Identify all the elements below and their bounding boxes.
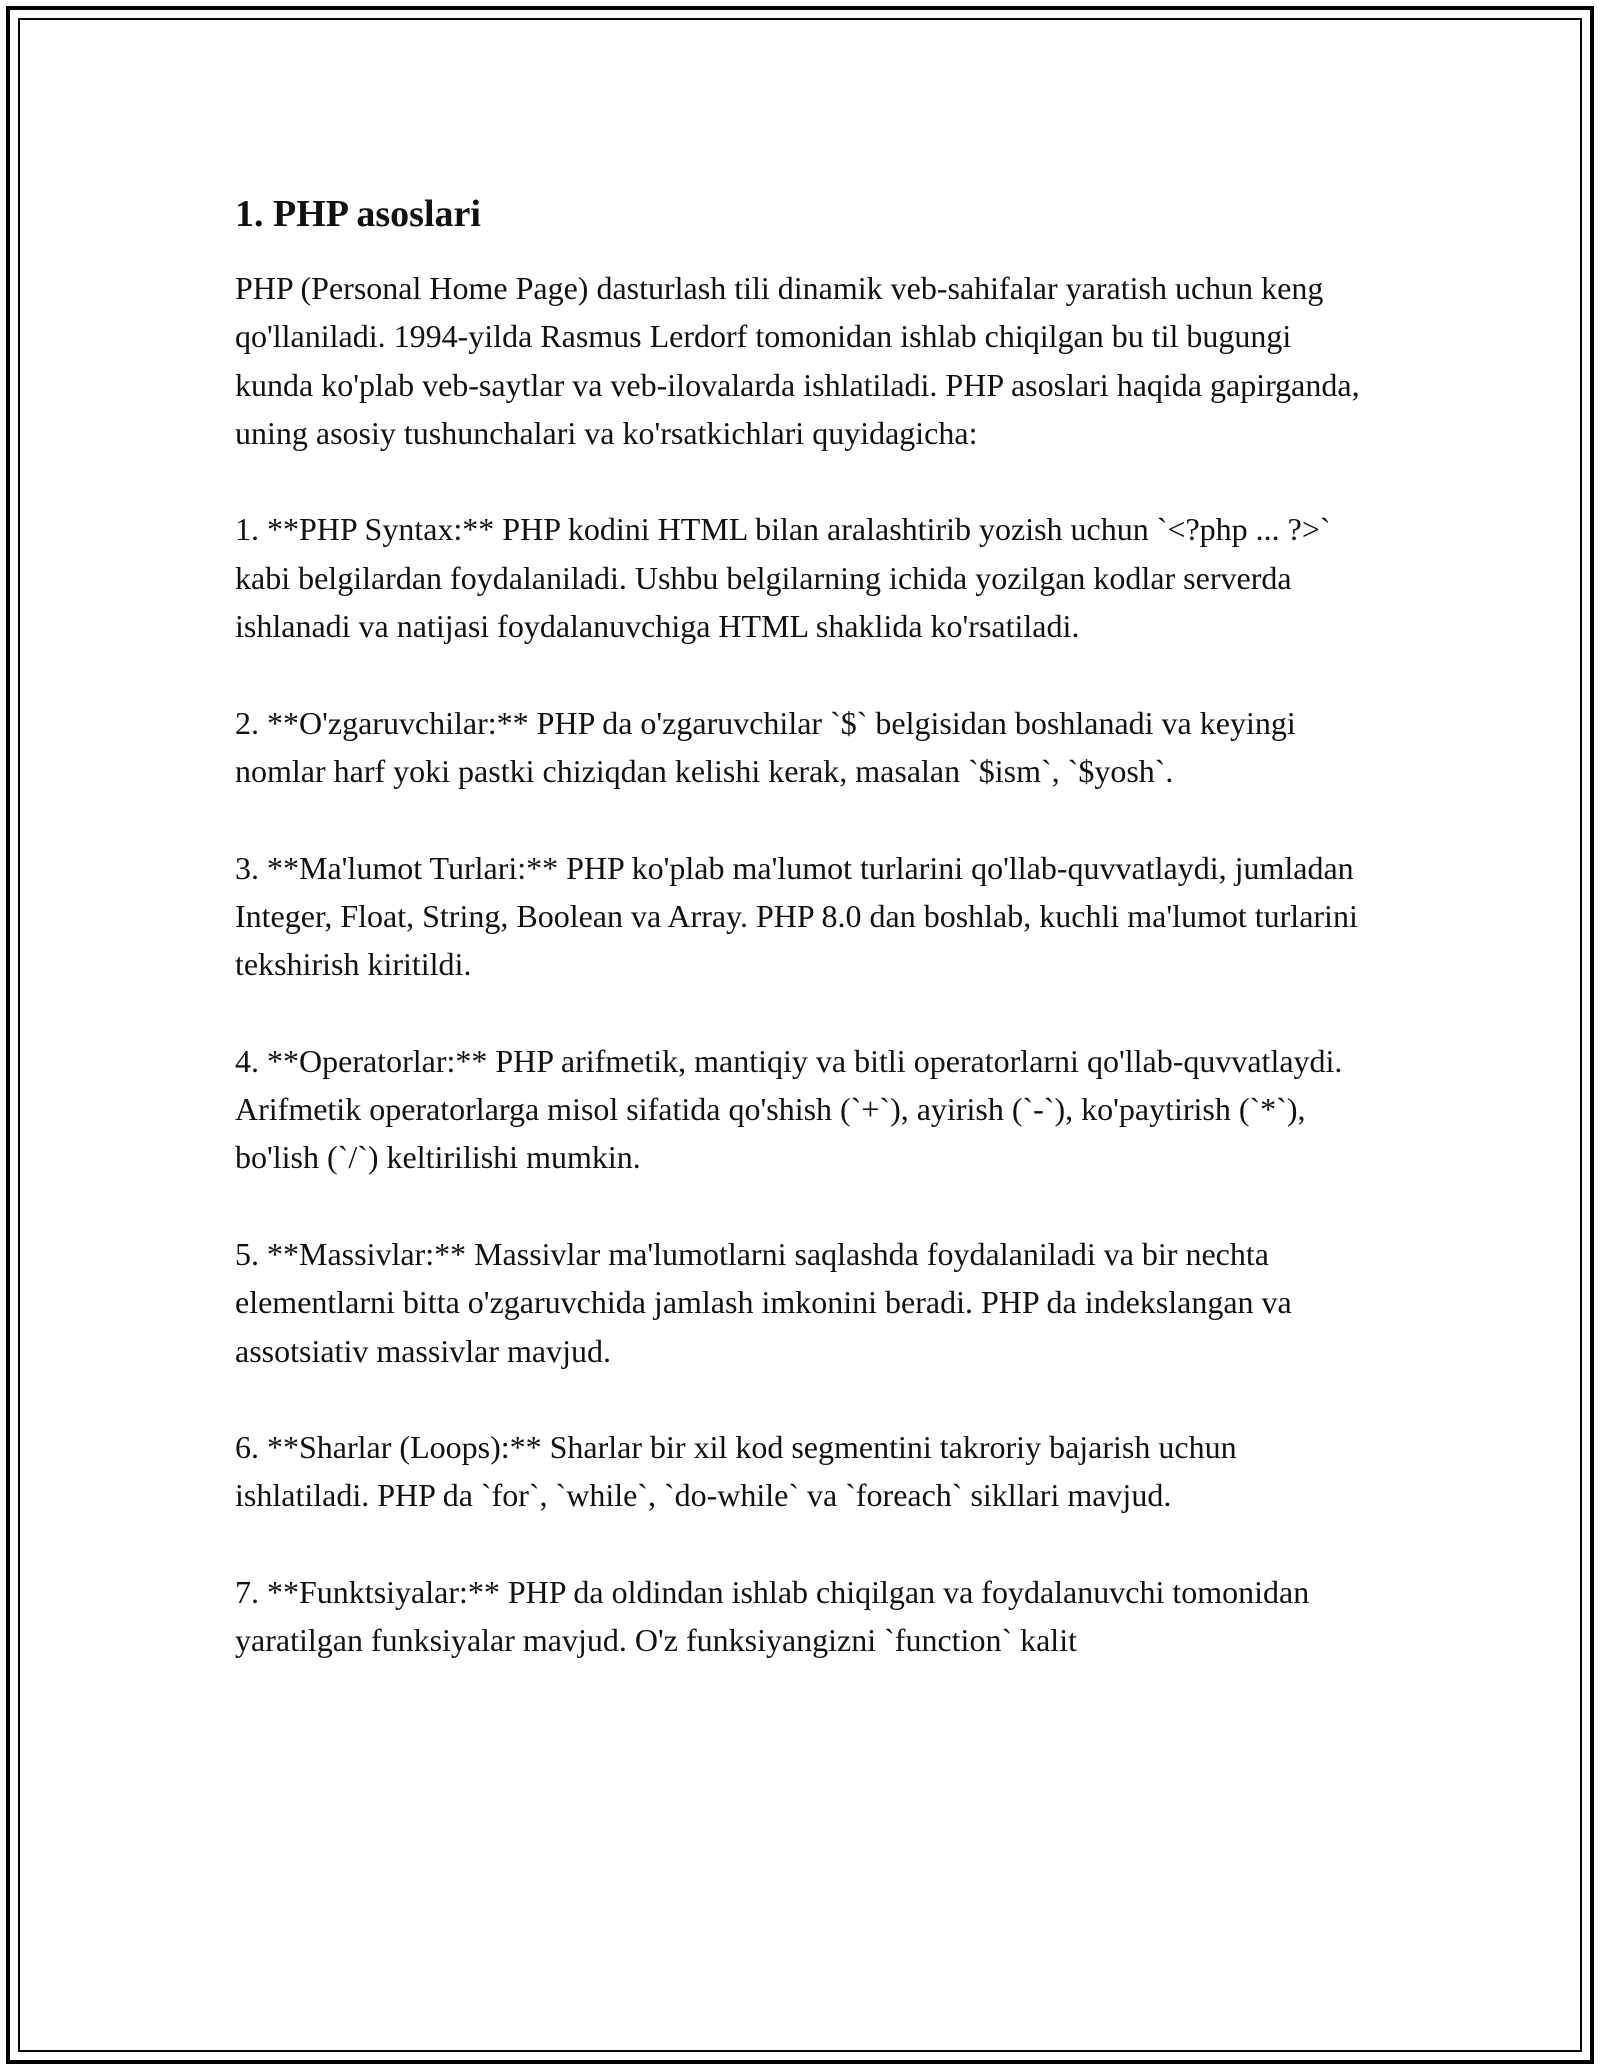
list-item-loops: 6. **Sharlar (Loops):** Sharlar bir xil kod segmentini takroriy bajarish uchun ishlatiladi. PHP da `for`, `while`, `do-while` va `foreach` sikllari mavjud.: [235, 1429, 1237, 1514]
list-item-variables: 2. **O'zgaruvchilar:** PHP da o'zgaruvchilar `$` belgisidan boshlanadi va keyingi nomlar harf yoki pastki chiziqdan kelishi kerak, masalan `$ism`, `$yosh`.: [235, 704, 1296, 789]
list-item-php-syntax: 1. **PHP Syntax:** PHP kodini HTML bilan aralashtirib yozish uchun `<?php ... ?>` kabi belgilardan foydalaniladi. Ushbu belgilarning ichida yozilgan kodlar serverda ishlanadi va natijasi foydalanuvchiga HTML shaklida ko'rsatiladi.: [235, 511, 1331, 645]
list-item-operators: 4. **Operatorlar:** PHP arifmetik, mantiqiy va bitli operatorlarni qo'llab-quvvatlaydi. Arifmetik operatorlarga misol sifatida qo'shish (`+`), ayirish (`-`), ko'paytirish (`*`), bo'lish (`/`) keltirilishi mumkin.: [235, 1042, 1343, 1176]
list-item-arrays: 5. **Massivlar:** Massivlar ma'lumotlarni saqlashda foydalaniladi va bir nechta elementlarni bitta o'zgaruvchida jamlash imkonini beradi. PHP da indekslangan va assotsiativ massivlar mavjud.: [235, 1235, 1292, 1369]
list-item-data-types: 3. **Ma'lumot Turlari:** PHP ko'plab ma'lumot turlarini qo'llab-quvvatlaydi, jumladan Integer, Float, String, Boolean va Array. PHP 8.0 dan boshlab, kuchli ma'lumot turlarini tekshirish kiritildi.: [235, 849, 1358, 983]
list-item-functions: 7. **Funktsiyalar:** PHP da oldindan ishlab chiqilgan va foydalanuvchi tomonidan yaratilgan funksiyalar mavjud. O'z funksiyangizni `function` kalit: [235, 1574, 1310, 1659]
document-body: [235, 190, 1375, 1665]
intro-paragraph: PHP (Personal Home Page) dasturlash tili dinamik veb-sahifalar yaratish uchun keng qo'llaniladi. 1994-yilda Rasmus Lerdorf tomonidan ishlab chiqilgan bu til bugungi kunda ko'plab veb-saytlar va veb-ilovalarda ishlatiladi. PHP asoslari haqida gapirganda, uning asosiy tushunchalari va ko'rsatkichlari quyidagicha:: [235, 270, 1360, 451]
document-title: 1. PHP asoslari: [235, 193, 481, 235]
